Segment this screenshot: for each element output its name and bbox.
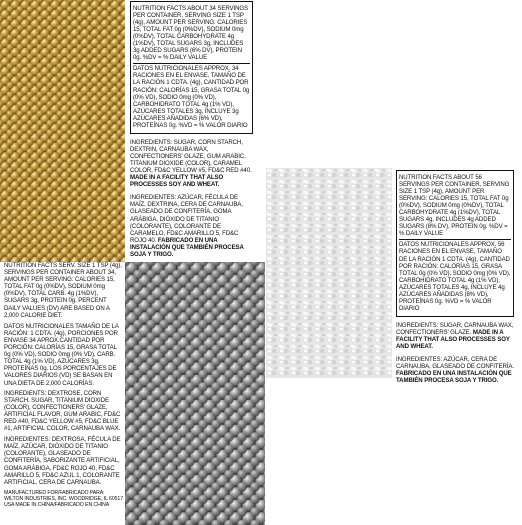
silver-ingredients-en: INGREDIENTS: DEXTROSE, CORN STARCH, SUGAR, TITANIUM DIOXIDE (COLOR), CONFECTIONERS' GLAZE, ARTIFICIAL FLAVOR, GUM ARABIC, FD&C RED #40, FD&C YELLOW #5, FD&C BLUE #1, ARTIFICIAL COLOR, CARNAUBA WAX. xyxy=(4,389,121,433)
gold-facility-en: MADE IN A FACILITY THAT ALSO PROCESSES SOY AND WHEAT. xyxy=(130,174,224,189)
gold-pearls-photo xyxy=(0,0,125,262)
silver-ingredients-es: INGREDIENTES: DEXTROSA, FÉCULA DE MAÍZ, AZÚCAR, DIÓXIDO DE TITANIO (COLORANTE), GLASEADO DE CONFITERÍA, SABORIZANTE ARTIFICIAL, GOMA ARÁBIGA, FD&C ROJO 40, FD&C AMARILLO 5, FD&C AZUL 1, COLORANTE ARTIFICIAL, CERA DE CARNAUBA. xyxy=(4,436,121,486)
gold-ingredients-en: INGREDIENTS: SUGAR, CORN STARCH, DEXTRIN, CARNAUBA WAX, CONFECTIONERS' GLAZE, GUM ARABIC, TITANIUM DIOXIDE (COLOR), CARAMEL COLOR, FD&C YELLOW #5, FD&C RED #40. MADE IN A FACILITY THAT ALSO PROCESSES SOY AND WHEAT. xyxy=(130,138,252,189)
silver-pearls-image xyxy=(125,262,265,525)
white-label xyxy=(396,170,514,391)
gold-facility-es: FABRICADO EN UNA INSTALACIÓN QUE TAMBIÉN PROCESA SOJA Y TRIGO. xyxy=(130,236,244,258)
white-facility-es: FABRICADO EN UNA INSTALACIÓN QUE TAMBIÉN PROCESA SOJA Y TRIGO. xyxy=(396,370,512,385)
white-nutrition-box xyxy=(396,170,514,317)
gold-pearls-image xyxy=(0,0,125,262)
silver-nutrition-es: DATOS NUTRICIONALES TAMAÑO DE LA RACIÓN: 1 CDTA. (4g), PORCIONES POR ENVASE 34 APROX.CANTIDAD POR PORCIÓN: CALORÍAS 15, GRASA TOTAL 0g (0% VD), SODIO 0mg (0% VD), CARB. TOTAL 4g (1% VD), AZÚCARES 3g, PROTEÍNAS 0g. LOS PORCENTAJES DE VALORES DIARIOS (VD) SE BASAN EN UNA DIETA DE 2,000 CALORÍAS. xyxy=(4,322,119,387)
white-nutrition-en: NUTRITION FACTS ABOUT 56 SERVINGS PER CONTAINER, SERVING SIZE 1 TSP (4g), AMOUNT PER SERVING: CALORIES 15, TOTAL FAT 0g (0%DV), SODIUM 0mg (0%DV), TOTAL CARBOHYDRATE 4g (1%DV), TOTAL SUGARS 4g, INCLUDES 4g ADDED SUGARS (8% DV), PROTEIN 0g. %DV = % DAILY VALUE xyxy=(399,173,510,238)
white-sprinkles-photo xyxy=(266,168,392,378)
gold-nutrition-es: DATOS NUTRICIONALES APPROX. 34 RACIONES EN EL ENVASE, TAMAÑO DE LA RACIÓN 1 CDTA. (4g), CANTIDAD POR RACIÓN: CALORÍAS 15, GRASA TOTAL 0g (0% VD), SODIO 0mg (0% VD), CARBOHIDRATO TOTAL 4g (1% VD), AZÚCARES TOTALES 3g, INCLUYE 3g AZÚCARES AÑADIDAS (6% VD), PROTEÍNAS 0g. %VD = % VALOR DIARIO xyxy=(133,65,250,129)
gold-ingredients-es: INGREDIENTES: AZÚCAR, FÉCULA DE MAÍZ, DEXTRINA, CERA DE CARNAUBA, GLASEADO DE CONFITERÍA, GOMA ARÁBIGA, DIÓXIDO DE TITANIO (COLORANTE), COLORANTE DE CARAMELO, FD&C AMARILLO 5, FD&C ROJO 40. FABRICADO EN UNA INSTALACIÓN QUE TAMBIÉN PROCESA SOJA Y TRIGO. xyxy=(130,194,244,258)
silver-pearls-photo xyxy=(125,262,265,525)
silver-nutrition-en: NUTRITION FACTS SERV. SIZE 1 TSP (4g), SERVINGS PER CONTAINER ABOUT 34, AMOUNT PER SERVING: CALORIES 15, TOTAL FAT 0g (0%DV), SODIUM 0mg (0%DV), TOTAL CARB. 4g (1%DV), SUGARS 3g, PROTEIN 0g. PERCENT DAILY VALUES (DV) ARE BASED ON A 2,000 CALORIE DIET. xyxy=(4,262,122,319)
white-sprinkles-image xyxy=(266,168,392,378)
silver-label xyxy=(4,262,123,508)
gold-nutrition-box xyxy=(130,1,253,134)
white-ingredients-en: INGREDIENTS: SUGAR, CARNAUBA WAX, CONFECTIONERS' GLAZE. MADE IN A FACILITY THAT ALSO PROCESSES SOY AND WHEAT. xyxy=(396,321,514,351)
white-ingredients-es: INGREDIENTES: AZÚCAR, CERA DE CARNAUBA, GLASEADO DE CONFITERÍA. FABRICADO EN UNA INSTALACIÓN QUE TAMBIÉN PROCESA SOJA Y TRIGO. xyxy=(396,356,514,385)
manufacturer-note: MANUFACTURED FOR/FABRICADO PARA: WILTON INDUSTRIES, INC. WOODRIDGE, IL 60517 USA MADE IN CHINA/FABRICADO EN CHINA xyxy=(4,489,123,508)
gold-label xyxy=(130,1,253,264)
gold-nutrition-en: NUTRITION FACTS ABOUT 34 SERVINGS PER CONTAINER, SERVING SIZE 1 TSP (4g), AMOUNT PER SERVING: CALORIES 15, TOTAL FAT 0g (0%DV), SODIUM 0mg (0%DV), TOTAL CARBOHYDRATE 4g (1%DV), TOTAL SUGARS 3g, INCLUDES 3g ADDED SUGARS (6% DV), PROTEIN 0g. %DV = % DAILY VALUE xyxy=(133,4,248,62)
white-facility-en: MADE IN A FACILITY THAT ALSO PROCESSES SOY AND WHEAT. xyxy=(396,328,510,351)
white-nutrition-es: DATOS NUTRICIONALES APPROX. 56 RACIONES EN EL ENVASE, TAMAÑO DE LA RACIÓN 1 CDTA. (4g), CANTIDAD POR RACIÓN: CALORÍAS 15, GRASA TOTAL 0g (0% VD), SODIO 0mg (0% VD), CARBOHIDRATO TOTAL 4g (1% VD), AZÚCARES TOTALES 4g, INCLUYE 4g AZÚCARES AÑADIDAS (8% VD), PROTEÍNAS 0g. %VD = % VALOR DIARIO xyxy=(399,241,511,313)
